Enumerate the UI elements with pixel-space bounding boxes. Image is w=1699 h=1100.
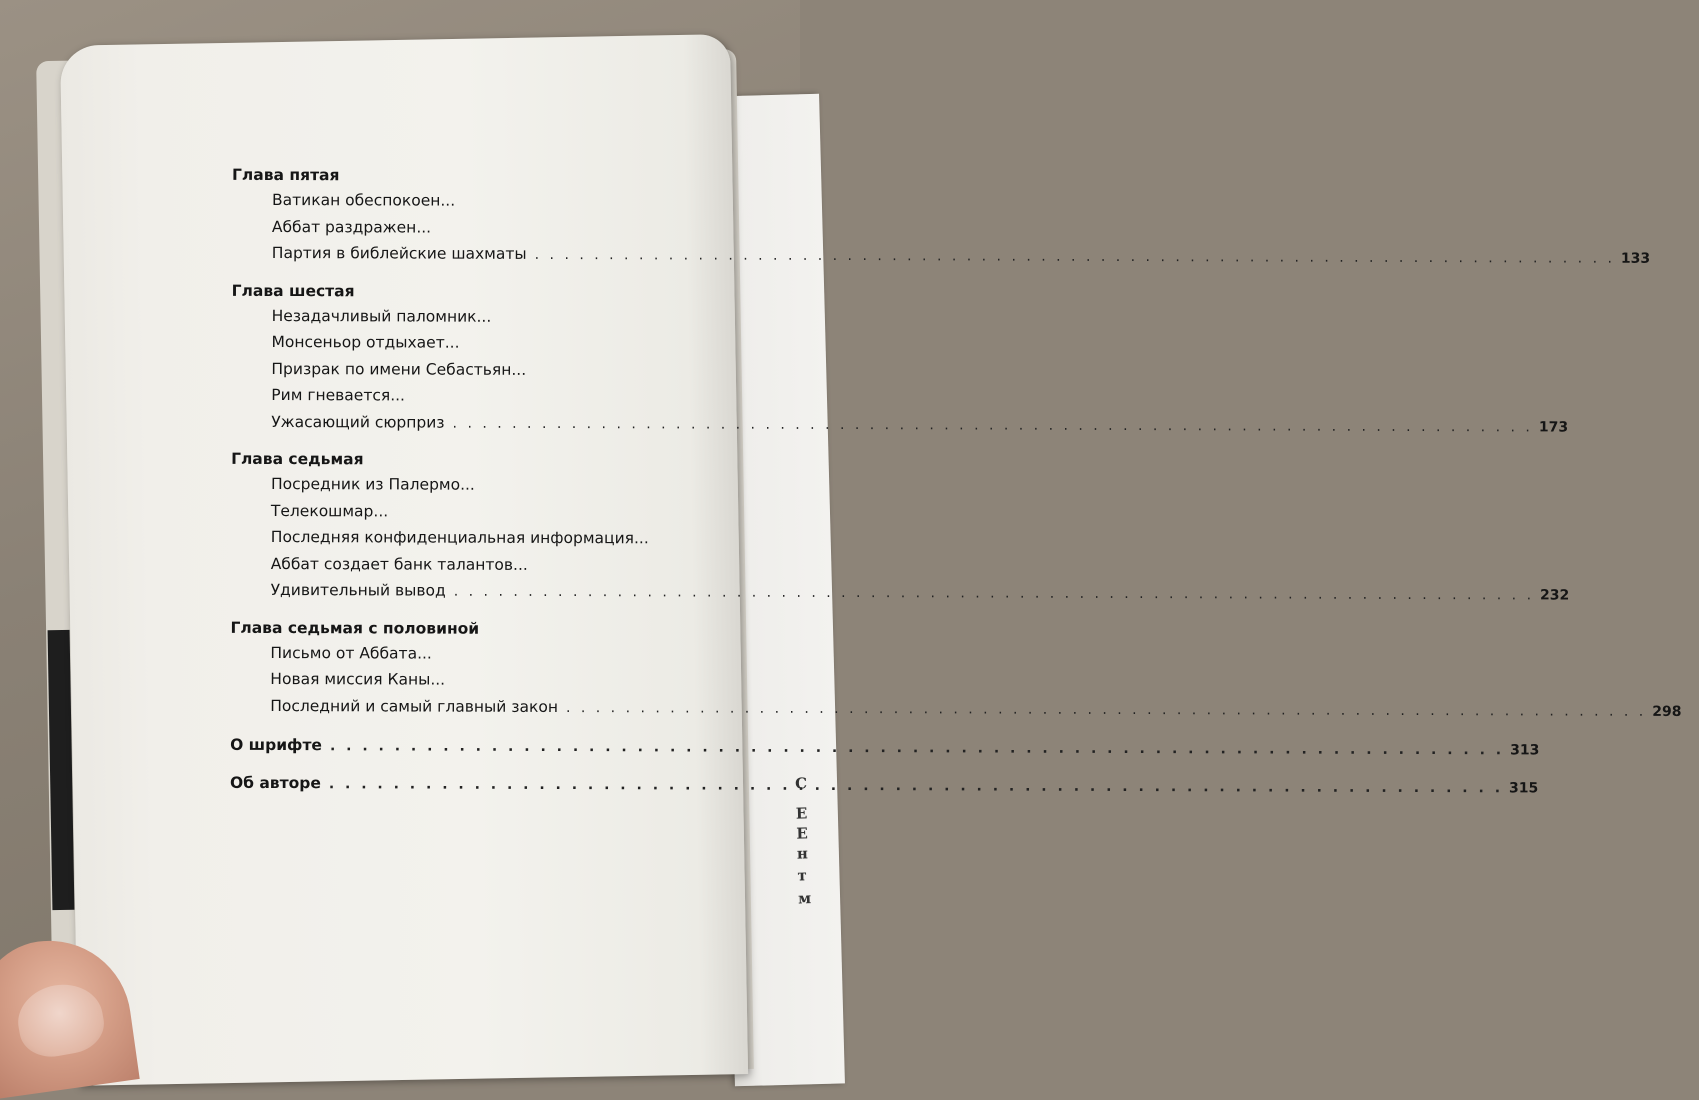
toc-entry-with-page	[231, 408, 1569, 436]
page-number: 133	[1620, 250, 1651, 267]
chapter-heading: Глава шестая	[231, 281, 355, 300]
toc-entry: Письмо от Аббата...	[270, 643, 432, 663]
adjacent-page-glyph: т	[797, 866, 808, 885]
chapter-heading: Глава пятая	[232, 165, 340, 185]
adjacent-page-glyph: С	[794, 774, 808, 793]
chapter-heading: Глава седьмая	[231, 449, 364, 469]
dot-leader	[535, 242, 1615, 272]
page-number: 232	[1540, 587, 1570, 604]
toc-entry: Посредник из Палермо...	[270, 474, 475, 494]
dot-leader	[566, 695, 1646, 725]
toc-entry-with-page	[232, 240, 1651, 268]
toc-entry: Новая миссия Каны...	[270, 669, 446, 689]
toc-entry: Монсеньор отдыхает...	[271, 332, 460, 352]
toc-entry-label: Ужасающий сюрприз	[271, 412, 445, 432]
toc-entry-label: Удивительный вывод	[270, 580, 446, 600]
section-heading: Об авторе	[229, 773, 321, 793]
page-number: 298	[1652, 703, 1682, 720]
toc-entry-with-page	[230, 692, 1682, 720]
toc-entry-label: Последний и самый главный закон	[270, 696, 559, 716]
toc-section-font	[230, 733, 1540, 759]
table-of-contents	[229, 163, 1682, 797]
toc-entry: Незадачливый паломник...	[271, 306, 492, 326]
toc-entry: Призрак по имени Себастьян...	[271, 359, 527, 379]
toc-entry: Аббат создает банк талантов...	[270, 554, 528, 574]
section-heading: О шрифте	[230, 735, 322, 755]
toc-section-author	[229, 771, 1539, 797]
adjacent-page-glyph: Е	[795, 804, 808, 823]
dot-leader	[453, 410, 1533, 440]
adjacent-page-glyph: м	[797, 889, 812, 908]
adjacent-page-glyph: Е	[796, 824, 809, 843]
page-number: 315	[1508, 780, 1539, 797]
dot-leader	[454, 579, 1534, 609]
page-number: 173	[1538, 418, 1569, 436]
toc-entry: Рим гневается...	[271, 385, 406, 405]
page-number: 313	[1510, 742, 1540, 759]
toc-entry-with-page	[231, 577, 1570, 605]
toc-entry: Аббат раздражен...	[271, 217, 432, 237]
dot-leader	[330, 734, 1504, 762]
dot-leader	[329, 772, 1503, 800]
toc-entry: Телекошмар...	[270, 501, 389, 520]
toc-entry: Ватикан обеспокоен...	[271, 191, 456, 210]
toc-entry-label: Партия в библейские шахматы	[271, 244, 527, 263]
book-page	[60, 34, 1682, 1086]
toc-entry: Последняя конфиденциальная информация...	[270, 527, 649, 548]
chapter-heading: Глава седьмая с половиной	[230, 618, 480, 638]
adjacent-page-glyph: н	[796, 844, 809, 863]
